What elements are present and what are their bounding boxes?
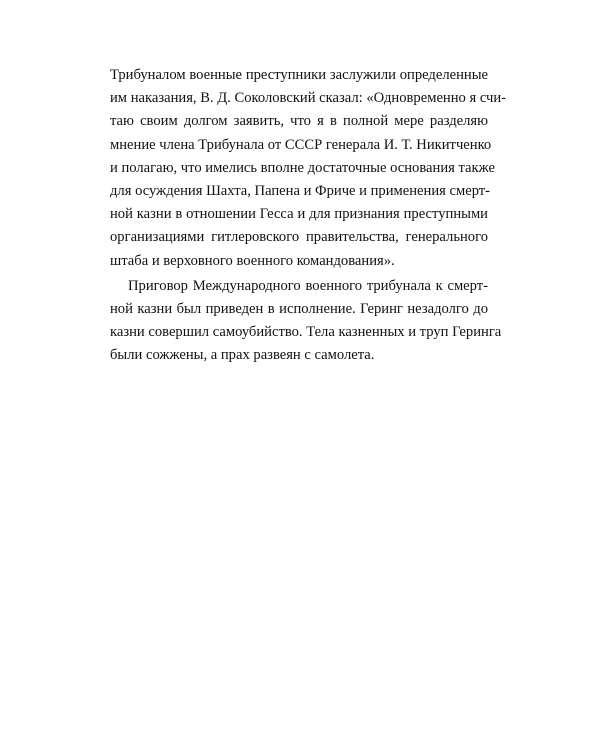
text-line: штаба и верховного военного командования». bbox=[110, 252, 395, 269]
text-line: ной казни в отношении Гесса и для признания преступными bbox=[110, 206, 488, 223]
text-line: Трибуналом военные преступники заслужили определенные bbox=[110, 67, 488, 83]
text-line: Приговор Международного военного трибунала к смерт- bbox=[128, 277, 488, 294]
text-line: казни совершил самоубийство. Тела казненных и труп Геринга bbox=[110, 324, 502, 341]
text-line: организациями гитлеровского правительства, генерального bbox=[110, 229, 488, 246]
text-line: ной казни был приведен в исполнение. Геринг незадолго до bbox=[110, 300, 488, 317]
paragraph-2 bbox=[110, 275, 502, 368]
text-line: таю своим долгом заявить, что я в полной мере разделяю bbox=[110, 113, 488, 130]
body-text bbox=[110, 64, 507, 367]
text-line: и полагаю, что имелись вполне достаточные основания также bbox=[110, 159, 495, 176]
paragraph-1 bbox=[110, 64, 507, 273]
text-line: были сожжены, а прах развеян с самолета. bbox=[110, 347, 375, 364]
text-line: им наказания, В. Д. Соколовский сказал: «Одновременно я счи- bbox=[110, 90, 507, 107]
text-line: мнение члена Трибунала от СССР генерала И. Т. Никитченко bbox=[110, 136, 492, 153]
text-line: для осуждения Шахта, Папена и Фриче и применения смерт- bbox=[110, 182, 491, 199]
